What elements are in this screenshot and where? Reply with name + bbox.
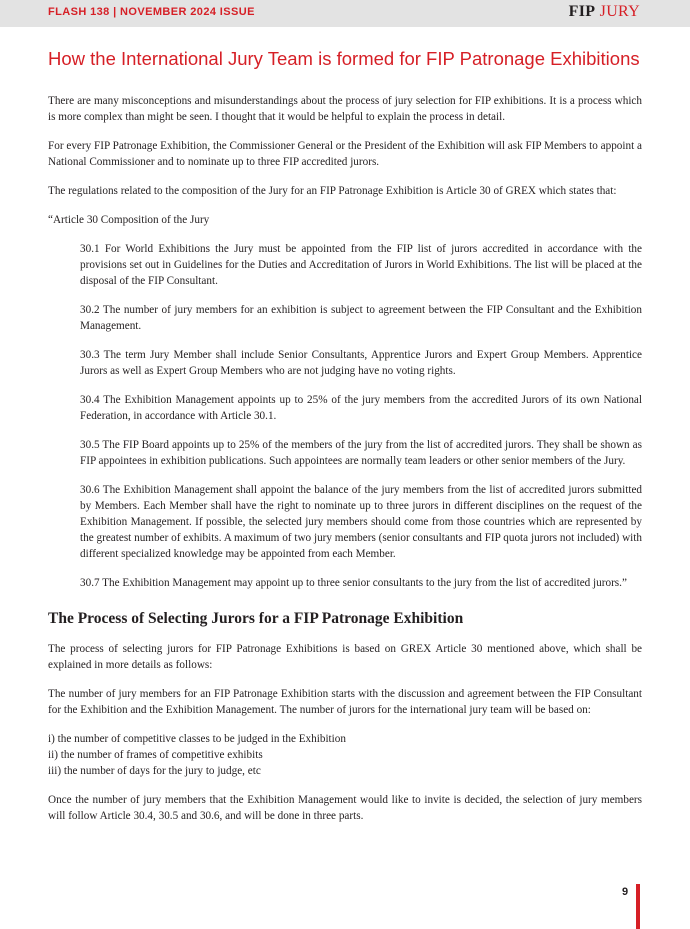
article-clause: 30.1 For World Exhibitions the Jury must be appointed from the FIP list of jurors accredited in accordance with the provisions set out in Guidelines for the Duties and Accreditation of Jurors in World Exhibitions. The list will be placed at the disposal of the FIP Consultant. — [80, 243, 642, 287]
section-heading: The Process of Selecting Jurors for a FIP Patronage Exhibition — [48, 610, 464, 627]
intro-paragraph: There are many misconceptions and misunderstandings about the process of jury selection for FIP exhibitions. It is a process which is more complex than might be seen. I thought that it would be helpful to explain the process in detail. — [48, 95, 642, 123]
list-item: i) the number of competitive classes to be judged in the Exhibition — [48, 733, 346, 745]
article-30-heading: “Article 30 Composition of the Jury — [48, 214, 210, 226]
process-paragraph: The number of jury members for an FIP Patronage Exhibition starts with the discussion and agreement between the FIP Consultant for the Exhibition and the Exhibition Management. The number of jurors for the international jury team will be based on: — [48, 688, 642, 716]
criteria-list — [48, 731, 642, 779]
article-clause: 30.4 The Exhibition Management appoints up to 25% of the jury members from the accredited Jurors of its own National Federation, in accordance with Article 30.1. — [80, 394, 642, 422]
article-clause: 30.2 The number of jury members for an exhibition is subject to agreement between the FIP Consultant and the Exhibition Management. — [80, 304, 642, 332]
brand-fip: FIP — [568, 3, 596, 20]
fip-jury-logo — [569, 3, 640, 21]
intro-paragraph: The regulations related to the composition of the Jury for an FIP Patronage Exhibition is Article 30 of GREX which states that: — [48, 185, 617, 197]
article-clause: 30.3 The term Jury Member shall include Senior Consultants, Apprentice Jurors and Expert Group Members. Apprentice Jurors as well as Expert Group Members who are not judging have no voting rights. — [80, 349, 642, 377]
list-item: ii) the number of frames of competitive exhibits — [48, 749, 263, 761]
issue-label: FLASH 138 | NOVEMBER 2024 ISSUE — [48, 6, 255, 18]
page-rule — [636, 884, 640, 929]
article-clause: 30.5 The FIP Board appoints up to 25% of the members of the jury from the list of accredited jurors. They shall be shown as FIP appointees in exhibition publications. Such appointees are normally team leaders or other senior members of the Jury. — [80, 439, 642, 467]
article-body — [48, 93, 642, 837]
process-paragraph: Once the number of jury members that the Exhibition Management would like to invite is decided, the selection of jury members will follow Article 30.4, 30.5 and 30.6, and will be done in three parts. — [48, 794, 642, 822]
list-item: iii) the number of days for the jury to judge, etc — [48, 765, 261, 777]
page-title: How the International Jury Team is formed for FIP Patronage Exhibitions — [48, 48, 640, 69]
intro-paragraph: For every FIP Patronage Exhibition, the Commissioner General or the President of the Exhibition will ask FIP Members to appoint a National Commissioner and to nominate up to three FIP accredited jurors. — [48, 140, 642, 168]
article-clause: 30.7 The Exhibition Management may appoint up to three senior consultants to the jury from the list of accredited jurors.” — [80, 577, 627, 589]
page-number: 9 — [622, 886, 629, 898]
header-bar — [0, 0, 690, 27]
brand-jury: JURY — [599, 3, 640, 20]
process-paragraph: The process of selecting jurors for FIP Patronage Exhibitions is based on GREX Article 30 mentioned above, which shall be explained in more details as follows: — [48, 643, 642, 671]
article-clause: 30.6 The Exhibition Management shall appoint the balance of the jury members from the list of accredited jurors submitted by Members. Each Member shall have the right to nominate up to three jurors in different disciplines on the request of the Exhibition Management. If possible, the selected jury members should come from those countries which are represented by the greatest number of exhibits. A maximum of two jury members (senior consultants and FIP quota jurors not included) with different specialized knowledge may be appointed from each Member. — [80, 484, 642, 560]
